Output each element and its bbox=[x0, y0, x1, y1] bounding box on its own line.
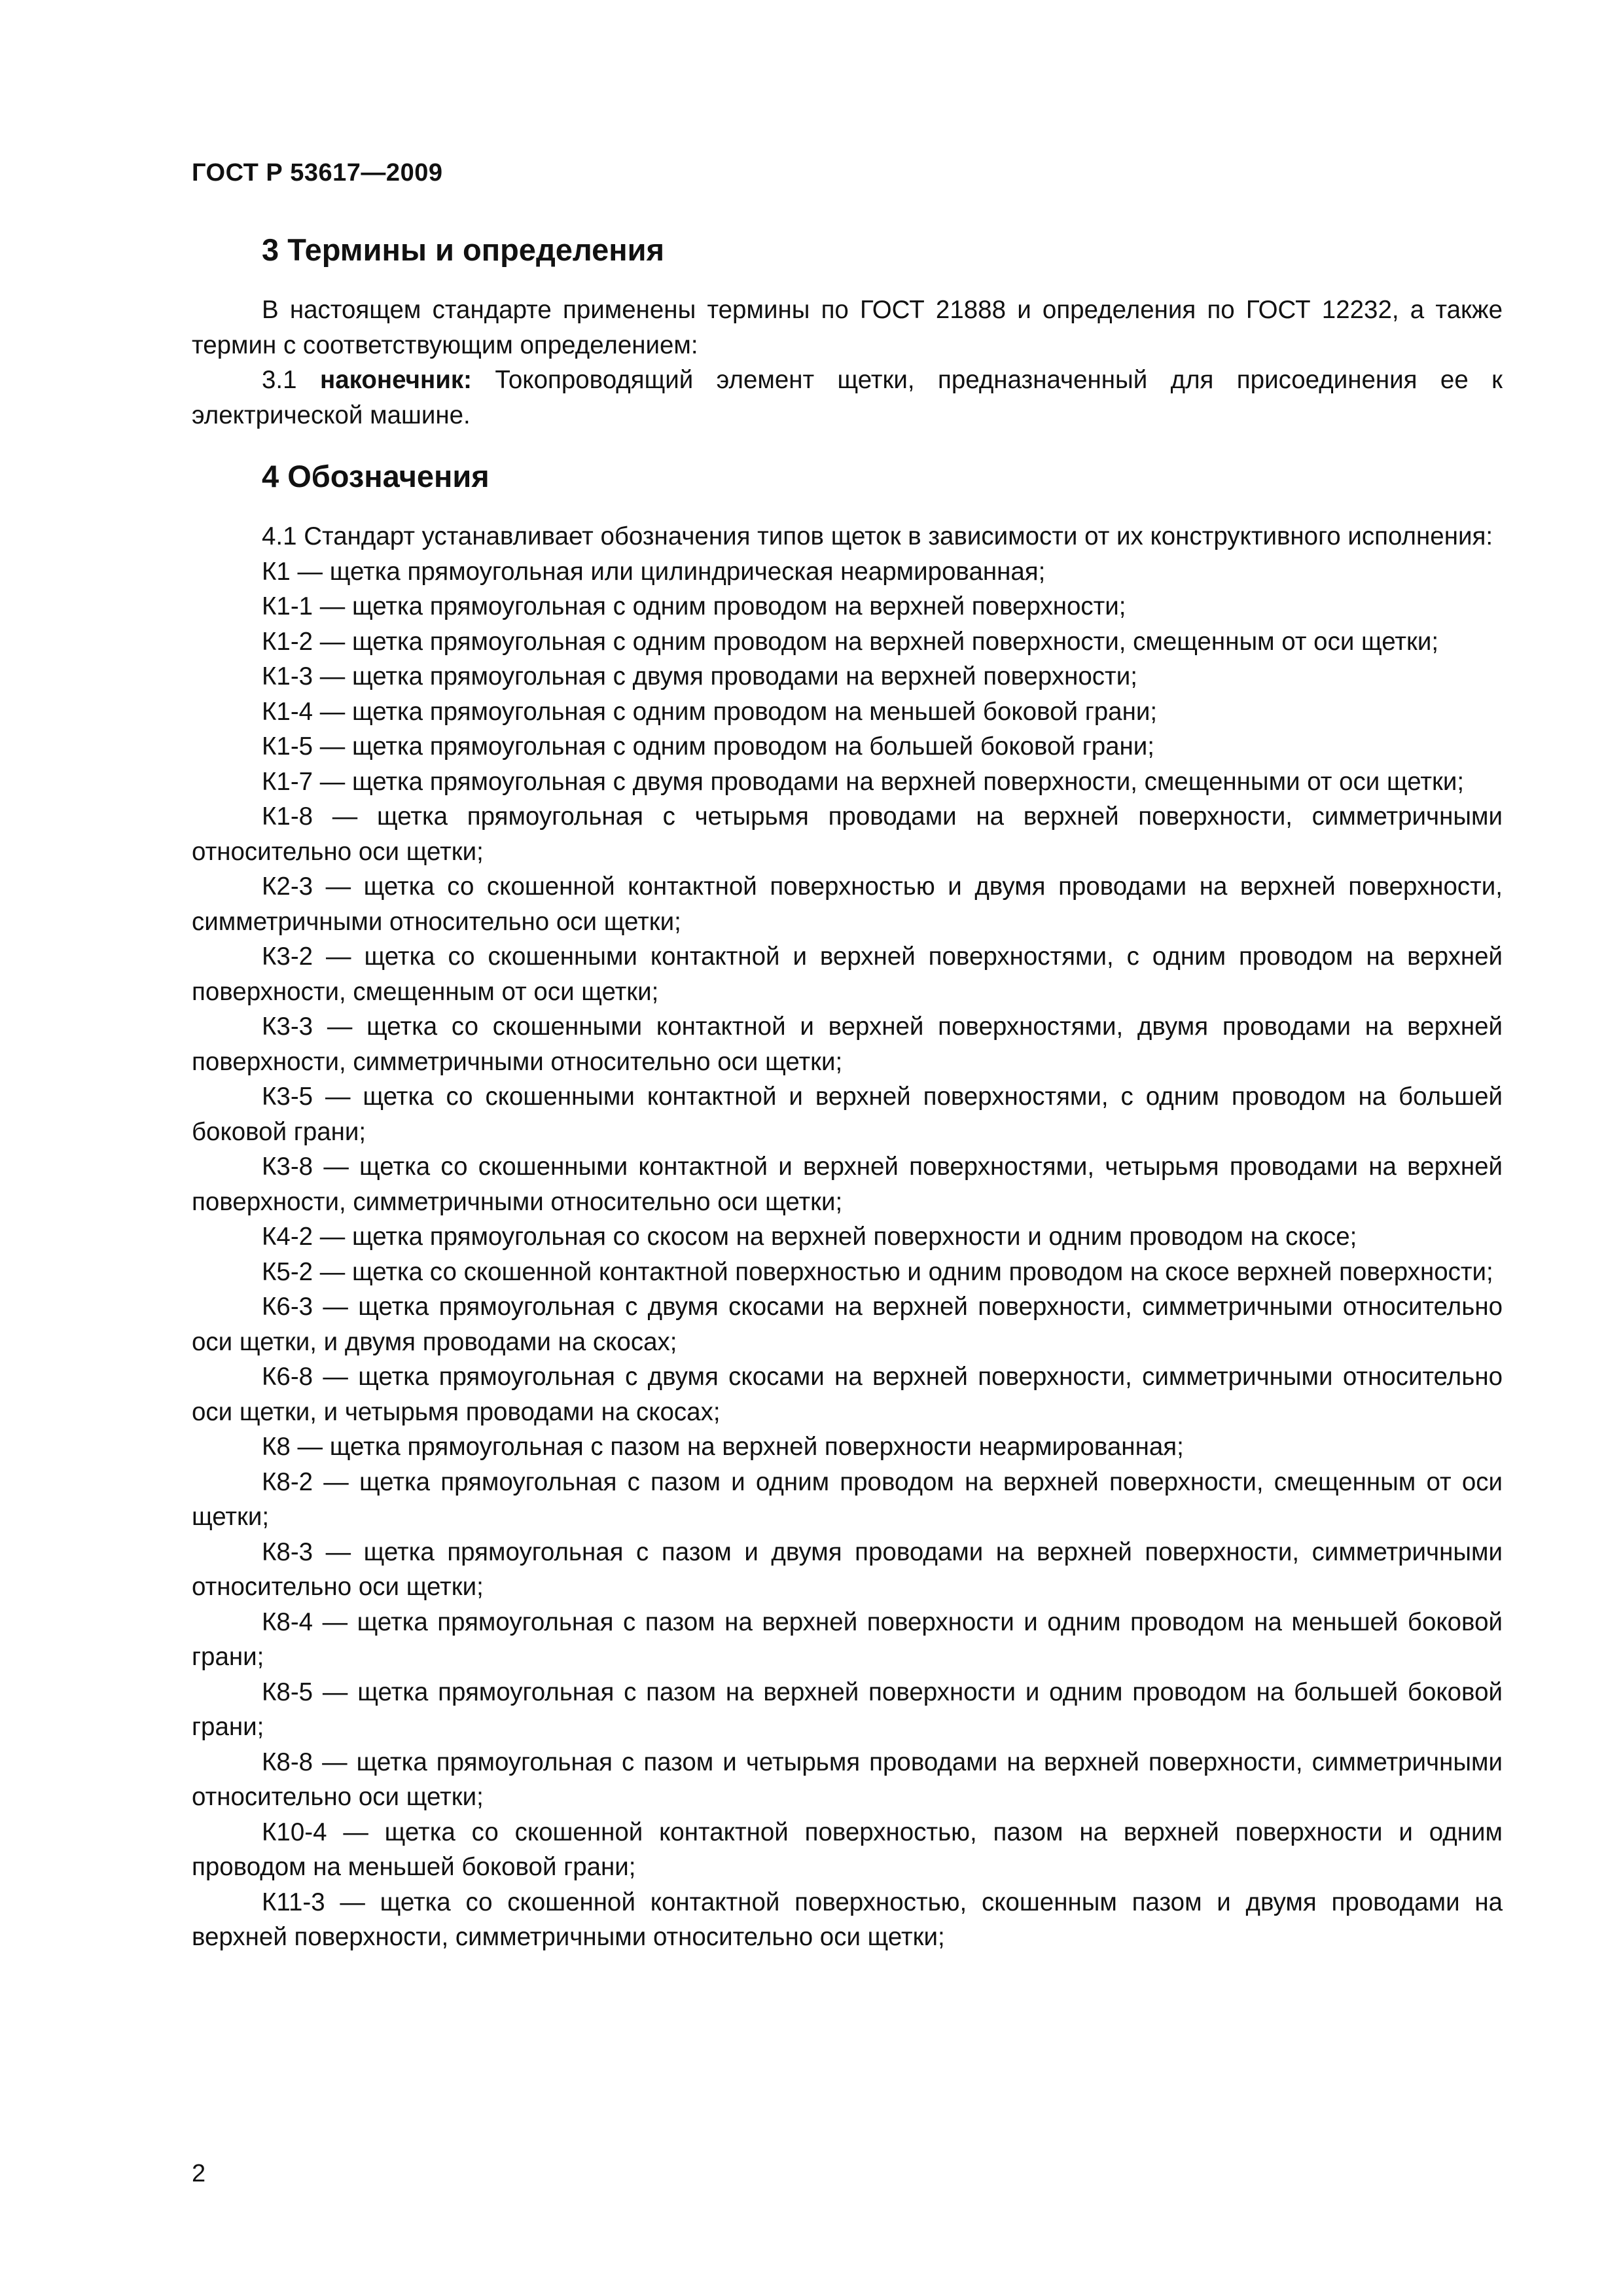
list-item: К8-8 — щетка прямоугольная с пазом и четырьмя проводами на верхней поверхности, симметричными относительно оси щетки; bbox=[192, 1748, 1503, 1812]
term-word: наконечник: bbox=[319, 366, 472, 395]
list-item: К8-2 — щетка прямоугольная с пазом и одним проводом на верхней поверхности, смещенным от оси щетки; bbox=[192, 1467, 1503, 1532]
list-item: К2-3 — щетка со скошенной контактной поверхностью и двумя проводами на верхней поверхности, симметричными относительно оси щетки; bbox=[192, 872, 1503, 936]
list-item: К10-4 — щетка со скошенной контактной поверхностью, пазом на верхней поверхности и одним проводом на меньшей боковой грани; bbox=[192, 1818, 1503, 1882]
list-item: К11-3 — щетка со скошенной контактной поверхностью, скошенным пазом и двумя проводами на верхней поверхности, симметричными относительно оси щетки; bbox=[192, 1888, 1503, 1952]
list-item: К1 — щетка прямоугольная или цилиндрическая неармированная; bbox=[262, 557, 1046, 586]
list-item: К3-8 — щетка со скошенными контактной и верхней поверхностями, четырьмя проводами на верхней поверхности, симметричными относительно оси щетки; bbox=[192, 1153, 1503, 1216]
list-item: К1-8 — щетка прямоугольная с четырьмя проводами на верхней поверхности, симметричными относительно оси щетки; bbox=[192, 802, 1503, 866]
designation-list bbox=[192, 554, 1503, 1955]
list-item: К1-4 — щетка прямоугольная с одним проводом на меньшей боковой грани; bbox=[262, 697, 1158, 726]
list-item: К1-5 — щетка прямоугольная с одним проводом на большей боковой грани; bbox=[262, 732, 1154, 761]
list-item: К5-2 — щетка со скошенной контактной поверхностью и одним проводом на скосе верхней поверхности; bbox=[262, 1257, 1493, 1286]
list-item: К3-3 — щетка со скошенными контактной и верхней поверхностями, двумя проводами на верхней поверхности, симметричными относительно оси щетки; bbox=[192, 1013, 1503, 1076]
document-body bbox=[192, 232, 1503, 1955]
list-item: К1-2 — щетка прямоугольная с одним проводом на верхней поверхности, смещенным от оси щетки; bbox=[262, 627, 1439, 656]
term-number: 3.1 bbox=[262, 366, 297, 395]
section-4-intro: 4.1 Стандарт устанавливает обозначения типов щеток в зависимости от их конструктивного исполнения: bbox=[262, 522, 1493, 551]
term-definition-paragraph bbox=[192, 363, 1503, 433]
section-4-title: 4 Обозначения bbox=[262, 459, 490, 494]
list-item: К1-3 — щетка прямоугольная с двумя проводами на верхней поверхности; bbox=[262, 662, 1137, 691]
list-item: К6-8 — щетка прямоугольная с двумя скосами на верхней поверхности, симметричными относительно оси щетки, и четырьмя проводами на скосах; bbox=[192, 1363, 1503, 1426]
term-definition: Токопроводящий элемент щетки, предназначенный для присоединения ее к электрической машине. bbox=[192, 366, 1503, 429]
document-id-header: ГОСТ Р 53617—2009 bbox=[192, 159, 443, 187]
page-number: 2 bbox=[192, 2160, 206, 2187]
list-item: К8-3 — щетка прямоугольная с пазом и двумя проводами на верхней поверхности, симметричными относительно оси щетки; bbox=[192, 1537, 1503, 1602]
list-item: К1-7 — щетка прямоугольная с двумя проводами на верхней поверхности, смещенными от оси щетки; bbox=[262, 767, 1465, 796]
section-3-title: 3 Термины и определения bbox=[262, 232, 664, 267]
section-3-intro: В настоящем стандарте применены термины по ГОСТ 21888 и определения по ГОСТ 12232, а также термин с соответствующим определением: bbox=[192, 296, 1503, 359]
list-item: К4-2 — щетка прямоугольная со скосом на верхней поверхности и одним проводом на скосе; bbox=[262, 1223, 1357, 1251]
list-item: К6-3 — щетка прямоугольная с двумя скосами на верхней поверхности, симметричными относительно оси щетки, и двумя проводами на скосах; bbox=[192, 1293, 1503, 1356]
list-item: К1-1 — щетка прямоугольная с одним проводом на верхней поверхности; bbox=[262, 592, 1126, 621]
list-item: К3-2 — щетка со скошенными контактной и верхней поверхностями, с одним проводом на верхней поверхности, смещенным от оси щетки; bbox=[192, 942, 1503, 1006]
list-item: К3-5 — щетка со скошенными контактной и верхней поверхностями, с одним проводом на большей боковой грани; bbox=[192, 1083, 1503, 1146]
list-item: К8-4 — щетка прямоугольная с пазом на верхней поверхности и одним проводом на меньшей боковой грани; bbox=[192, 1607, 1503, 1672]
list-item: К8 — щетка прямоугольная с пазом на верхней поверхности неармированная; bbox=[262, 1433, 1184, 1462]
list-item: К8-5 — щетка прямоугольная с пазом на верхней поверхности и одним проводом на большей боковой грани; bbox=[192, 1677, 1503, 1742]
